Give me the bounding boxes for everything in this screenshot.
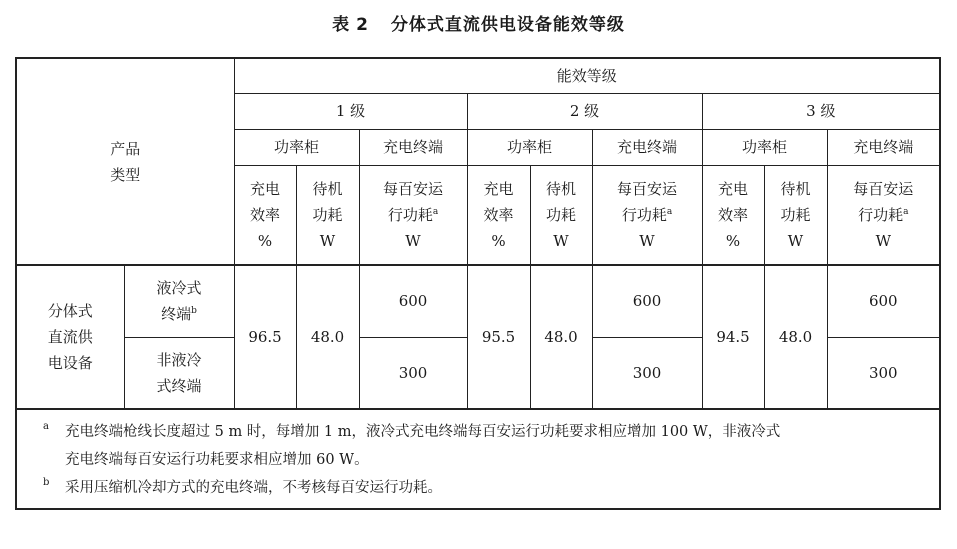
- efficiency-grade-header: 能效等级: [234, 58, 940, 93]
- g3-standby-value: 48.0: [764, 265, 827, 409]
- g2-efficiency-header: 充电 效率 %: [467, 165, 530, 265]
- grade-3-header: 3 级: [702, 93, 940, 129]
- g3-efficiency-header: 充电 效率 %: [702, 165, 764, 265]
- g2-standby-value: 48.0: [530, 265, 592, 409]
- g2-standby-header: 待机 功耗 W: [530, 165, 592, 265]
- product-type-line-2: 类型: [110, 165, 141, 184]
- g1-efficiency-value: 96.5: [234, 265, 296, 409]
- g2-charging-terminal-header: 充电终端: [592, 129, 702, 165]
- g1-liquid-value: 600: [359, 265, 467, 337]
- table-label: 表: [332, 15, 351, 35]
- g1-efficiency-header: 充电 效率 %: [234, 165, 296, 265]
- non-liquid-cooled-terminal-label: 非液冷 式终端: [124, 337, 234, 409]
- g3-charging-terminal-header: 充电终端: [827, 129, 940, 165]
- g1-non-liquid-value: 300: [359, 337, 467, 409]
- g1-per-hundred-header: 每百安运 行功耗$^a$ W: [359, 165, 467, 265]
- footnotes-cell: [16, 409, 940, 509]
- footnote-mark-a: a: [666, 206, 673, 217]
- g2-efficiency-value: 95.5: [467, 265, 530, 409]
- header-row-grade: [16, 58, 940, 93]
- liquid-cooled-terminal-label: 液冷式 终端$^b$: [124, 265, 234, 337]
- footnote-a-line-2: 充电终端每百安运行功耗要求相应增加 60 W。: [65, 452, 369, 468]
- footnote-mark-a: a: [903, 206, 909, 217]
- g3-power-cabinet-header: 功率柜: [702, 129, 827, 165]
- footnote-b-mark: b: [43, 477, 50, 488]
- table-title: [0, 10, 957, 35]
- efficiency-grade-table: [15, 57, 941, 510]
- product-type-line-1: 产品: [110, 139, 141, 158]
- g2-liquid-value: 600: [592, 265, 702, 337]
- g2-non-liquid-value: 300: [592, 337, 702, 409]
- grade-2-header: 2 级: [467, 93, 702, 129]
- grade-1-header: 1 级: [234, 93, 467, 129]
- footnote-b-line-1: 采用压缩机冷却方式的充电终端，不考核每百安运行功耗。: [65, 480, 442, 496]
- footnote-a-mark: a: [43, 421, 49, 432]
- g1-standby-value: 48.0: [296, 265, 359, 409]
- g2-per-hundred-header: 每百安运 行功耗$^a$ W: [592, 165, 702, 265]
- g1-power-cabinet-header: 功率柜: [234, 129, 359, 165]
- g2-power-cabinet-header: 功率柜: [467, 129, 592, 165]
- table-row: [16, 265, 940, 337]
- footnote-b: [43, 474, 929, 502]
- product-type-header: [16, 58, 234, 265]
- table-title-text: 分体式直流供电设备能效等级: [390, 15, 625, 35]
- footnote-mark-a: a: [432, 206, 439, 217]
- g3-standby-header: 待机 功耗 W: [764, 165, 827, 265]
- product-name-cell: 分体式 直流供 电设备: [16, 265, 124, 409]
- g3-efficiency-value: 94.5: [702, 265, 764, 409]
- g1-charging-terminal-header: 充电终端: [359, 129, 467, 165]
- g1-standby-header: 待机 功耗 W: [296, 165, 359, 265]
- footnote-a: [43, 418, 929, 474]
- footnote-mark-b: b: [191, 306, 197, 317]
- notes-row: [16, 409, 940, 509]
- table-number: 2: [356, 15, 369, 35]
- footnote-a-line-1: 充电终端枪线长度超过 5 m 时，每增加 1 m，液冷式充电终端每百安运行功耗要求相应增加 100 W，非液冷式: [65, 424, 781, 440]
- g3-per-hundred-header: 每百安运 行功耗$^a$ W: [827, 165, 940, 265]
- g3-liquid-value: 600: [827, 265, 940, 337]
- g3-non-liquid-value: 300: [827, 337, 940, 409]
